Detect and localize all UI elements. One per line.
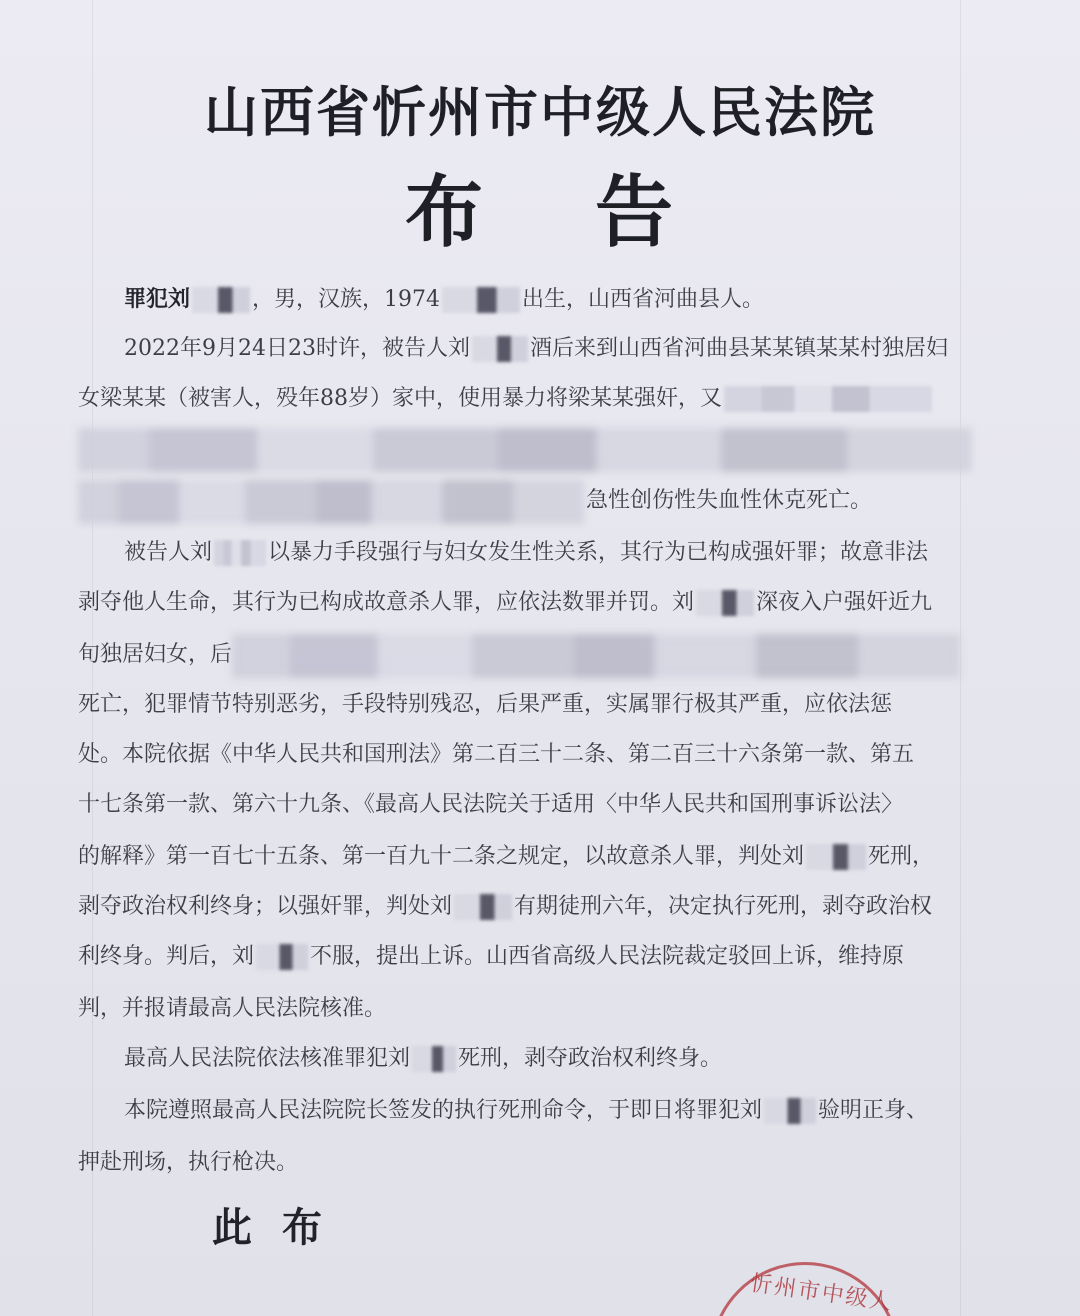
text-line	[124, 538, 978, 568]
redacted-name	[412, 1046, 456, 1072]
redacted-name	[256, 944, 308, 970]
redacted-name	[764, 1098, 816, 1124]
text-segment: 有期徒刑六年，决定执行死刑，剥夺政治权	[514, 894, 933, 919]
text-segment: ，男，汉族，1974	[252, 287, 441, 312]
closing-left: 此	[212, 1205, 254, 1251]
document-title	[0, 150, 1080, 262]
text-segment: 判，并报请最高人民法院核准。	[78, 996, 387, 1021]
redacted-name	[696, 590, 754, 616]
text-line	[78, 588, 978, 618]
text-line	[78, 740, 978, 770]
text-segment: 死刑，	[868, 844, 935, 869]
text-segment: 的解释》第一百七十五条、第一百九十二条之规定，以故意杀人罪，判处刘	[78, 844, 805, 869]
text-segment: 剥夺他人生命，其行为已构成故意杀人罪，应依法数罪并罚。刘	[78, 590, 695, 615]
text-line	[586, 486, 978, 516]
text-line	[78, 892, 978, 922]
text-segment: 深夜入户强奸近九	[756, 590, 933, 615]
text-line	[78, 790, 978, 820]
text-segment: 女梁某某（被害人，殁年88岁）家中，使用暴力将梁某某强奸，又	[78, 386, 722, 411]
text-line	[78, 942, 978, 972]
text-segment: 2022年9月24日23时许，被告人刘	[124, 336, 470, 361]
text-segment: 利终身。判后，刘	[78, 944, 255, 969]
text-line	[124, 1044, 978, 1074]
text-line	[78, 1148, 978, 1178]
text-line	[78, 842, 978, 872]
redacted-paragraph	[78, 428, 972, 472]
redacted-name	[806, 844, 866, 870]
document-title-left: 布	[404, 168, 485, 258]
convict-label: 罪犯刘	[124, 286, 191, 312]
court-name: 山西省忻州市中级人民法院	[204, 81, 876, 144]
text-segment: 被告人刘	[124, 540, 213, 565]
text-segment: 酒后来到山西省河曲县某某镇某某村独居妇	[529, 336, 948, 361]
text-line	[78, 994, 978, 1024]
redacted-text	[232, 634, 960, 678]
text-segment: 死亡，犯罪情节特别恶劣，手段特别残忍，后果严重，实属罪行极其严重，应依法惩	[78, 692, 893, 717]
text-segment: 急性创伤性失血性休克死亡。	[586, 488, 873, 513]
closing-right: 布	[282, 1205, 324, 1251]
text-segment: 旬独居妇女，后	[78, 642, 233, 667]
redacted-text	[724, 386, 932, 412]
text-segment: 处。本院依据《中华人民共和国刑法》第二百三十二条、第二百三十六条第一款、第五	[78, 742, 915, 767]
closing-phrase	[212, 1196, 324, 1253]
redacted-name	[454, 894, 512, 920]
redacted-name	[472, 336, 528, 362]
redacted-name	[214, 540, 266, 566]
redacted-date	[442, 287, 520, 313]
text-segment: 出生，山西省河曲县人。	[522, 287, 765, 312]
text-line	[78, 690, 978, 720]
text-segment: 本院遵照最高人民法院院长签发的执行死刑命令，于即日将罪犯刘	[124, 1098, 763, 1123]
redacted-name	[192, 287, 250, 313]
text-line	[78, 384, 978, 414]
text-line	[124, 284, 978, 315]
document-title-right: 告	[595, 168, 676, 258]
text-segment: 剥夺政治权利终身；以强奸罪，判处刘	[78, 894, 453, 919]
text-segment: 以暴力手段强行与妇女发生性关系，其行为已构成强奸罪；故意非法	[268, 540, 929, 565]
court-seal-text: 忻州市中级人	[748, 1271, 895, 1316]
text-segment: 不服，提出上诉。山西省高级人民法院裁定驳回上诉，维持原	[310, 944, 905, 969]
text-segment: 验明正身、	[818, 1098, 929, 1123]
text-line	[124, 334, 978, 364]
text-segment: 最高人民法院依法核准罪犯刘	[124, 1046, 411, 1071]
text-line	[124, 1096, 978, 1126]
text-segment: 十七条第一款、第六十九条、《最高人民法院关于适用〈中华人民共和国刑事诉讼法〉	[78, 792, 904, 817]
text-segment: 押赴刑场，执行枪决。	[78, 1150, 299, 1175]
redacted-paragraph	[78, 480, 584, 524]
text-segment: 死刑，剥夺政治权利终身。	[458, 1046, 723, 1071]
